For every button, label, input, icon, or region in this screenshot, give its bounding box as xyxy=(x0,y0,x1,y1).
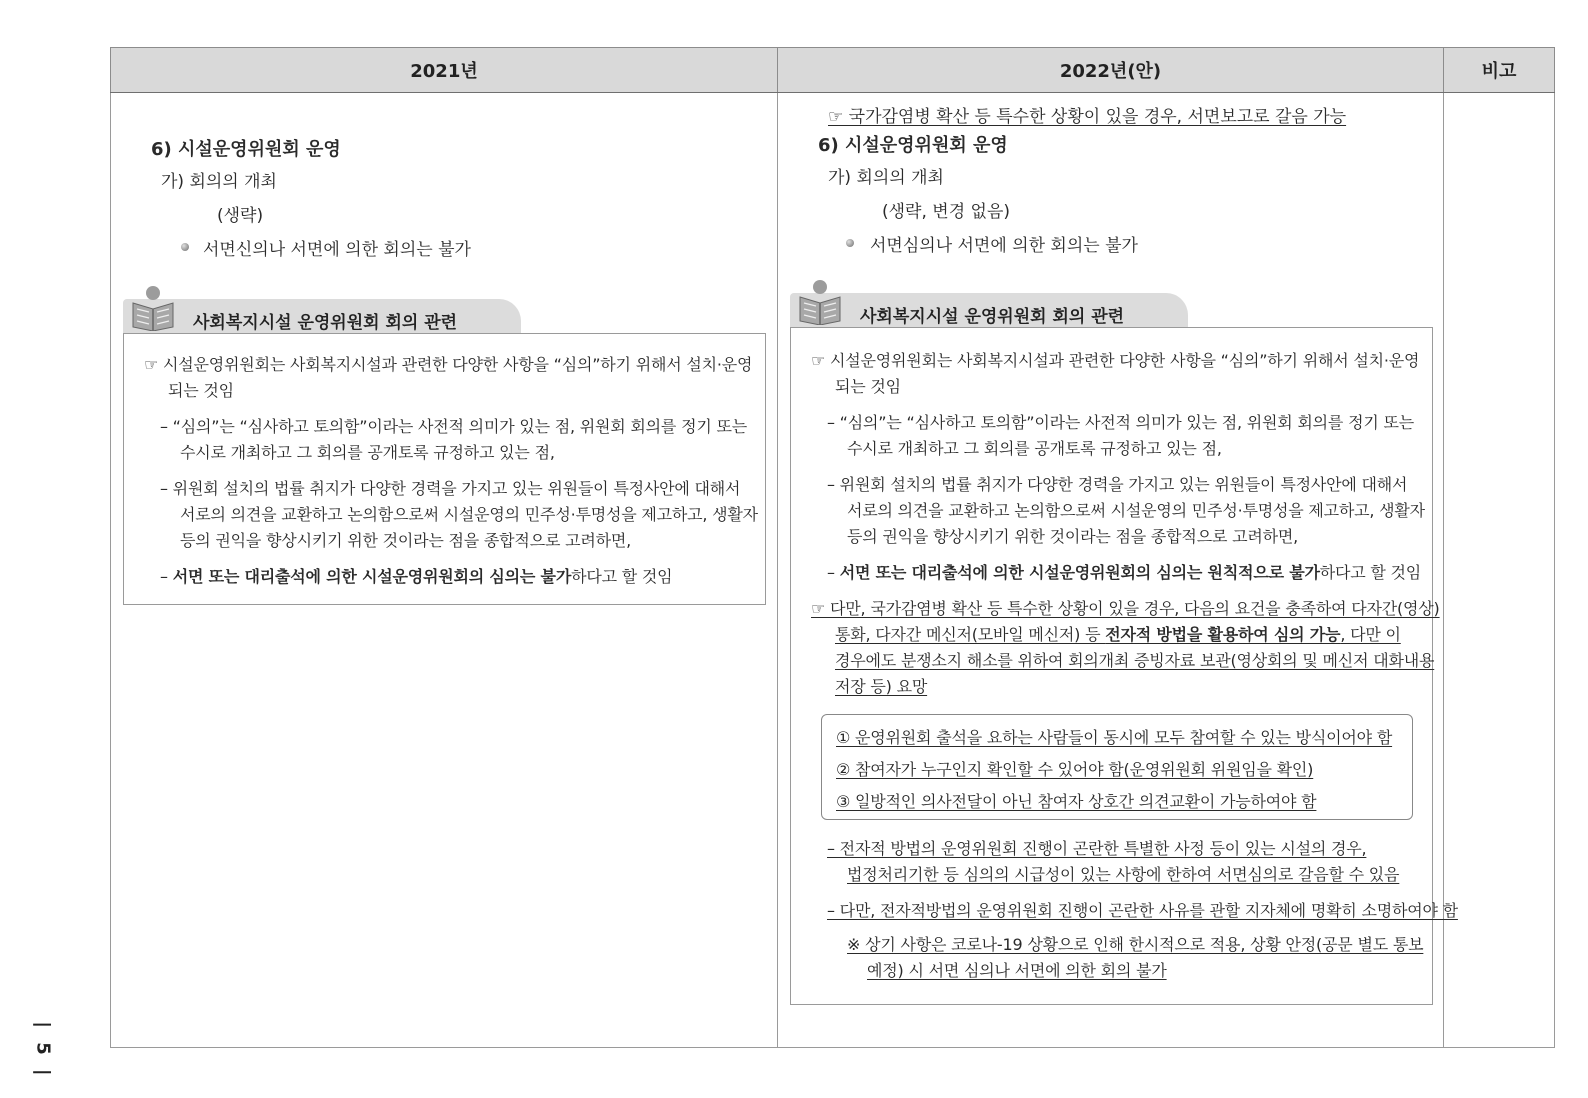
col-2021 xyxy=(111,93,778,1048)
omitted-note: (생략) xyxy=(217,206,264,226)
page-number: | 5 | xyxy=(32,1021,54,1080)
box-line: 되는 것임 xyxy=(835,377,901,396)
reading-person-icon xyxy=(129,283,177,331)
exception-line: 저장 등) 요망 xyxy=(835,677,928,696)
info-box xyxy=(790,327,1458,1005)
section-title: 6) 시설운영위원회 운영 xyxy=(151,139,341,160)
section-tab xyxy=(790,293,1188,327)
section-title: 6) 시설운영위원회 운영 xyxy=(818,135,1008,156)
info-box xyxy=(123,333,766,605)
box-line: ☞ 시설운영위원회는 사회복지시설과 관련한 다양한 사항을 “심의”하기 위해서 설치·운영 xyxy=(811,351,1420,370)
subsection-title: 가) 회의의 개최 xyxy=(161,172,277,192)
box-line: 수시로 개최하고 그 회의를 공개토록 규정하고 있는 점, xyxy=(847,439,1222,458)
bullet-text: 서면심의나 서면에 의한 회의는 불가 xyxy=(870,236,1138,256)
section-tab xyxy=(123,299,521,333)
box-line-conclusion: – 서면 또는 대리출석에 의한 시설운영위원회의 심의는 원칙적으로 불가하다고 할 것임 xyxy=(827,563,1422,582)
box-line: 수시로 개최하고 그 회의를 공개토록 규정하고 있는 점, xyxy=(180,443,555,462)
box-line-conclusion: – 서면 또는 대리출석에 의한 시설운영위원회의 심의는 불가하다고 할 것임 xyxy=(160,567,673,586)
header-note: 비고 xyxy=(1444,48,1555,93)
box-line: – “심의”는 “심사하고 토의함”이라는 사전적 의미가 있는 점, 위원회 회의를 정기 또는 xyxy=(827,413,1414,432)
box-line: 등의 권익을 향상시키기 위한 것이라는 점을 종합적으로 고려하면, xyxy=(180,531,632,550)
requirement-item: ③ 일방적인 의사전달이 아닌 참여자 상호간 의견교환이 가능하여야 함 xyxy=(836,792,1317,811)
box-line: – 위원회 설치의 법률 취지가 다양한 경력을 가지고 있는 위원들이 특정사안에 대해서 xyxy=(160,479,741,498)
tab-title: 사회복지시설 운영위원회 회의 관련 xyxy=(860,307,1125,327)
exception-line: – 다만, 전자적방법의 운영위원회 진행이 곤란한 사유를 관할 지자체에 명확히 소명하여야 함 xyxy=(827,901,1458,920)
bullet-text: 서면신의나 서면에 의한 회의는 불가 xyxy=(203,240,471,260)
box-line: 되는 것임 xyxy=(168,381,234,400)
header-2021: 2021년 xyxy=(111,48,778,93)
exception-line: 법정처리기한 등 심의의 시급성이 있는 사항에 한하여 서면심의로 갈음할 수 있음 xyxy=(847,865,1400,884)
box-line: – “심의”는 “심사하고 토의함”이라는 사전적 의미가 있는 점, 위원회 회의를 정기 또는 xyxy=(160,417,747,436)
box-line: ☞ 시설운영위원회는 사회복지시설과 관련한 다양한 사항을 “심의”하기 위해서 설치·운영 xyxy=(144,355,753,374)
box-line: 서로의 의견을 교환하고 논의함으로써 시설운영의 민주성·투명성을 제고하고, 생활자 xyxy=(180,505,758,524)
exception-line: ☞ 다만, 국가감염병 확산 등 특수한 상황이 있을 경우, 다음의 요건을 충족하여 다자간(영상) xyxy=(811,599,1440,618)
top-note: ☞ 국가감염병 확산 등 특수한 상황이 있을 경우, 서면보고로 갈음 가능 xyxy=(828,107,1347,127)
box-line: – 위원회 설치의 법률 취지가 다양한 경력을 가지고 있는 위원들이 특정사안에 대해서 xyxy=(827,475,1408,494)
requirement-item: ① 운영위원회 출석을 요하는 사람들이 동시에 모두 참여할 수 있는 방식이어야 함 xyxy=(836,728,1393,747)
header-2022: 2022년(안) xyxy=(778,48,1444,93)
tab-title: 사회복지시설 운영위원회 회의 관련 xyxy=(193,313,458,333)
exception-line: 예정) 시 서면 심의나 서면에 의한 회의 불가 xyxy=(867,961,1167,980)
col-2022 xyxy=(778,93,1458,1048)
col-note xyxy=(1444,93,1555,1048)
exception-line: – 전자적 방법의 운영위원회 진행이 곤란한 특별한 사정 등이 있는 시설의 경우, xyxy=(827,839,1367,858)
requirement-item: ② 참여자가 누구인지 확인할 수 있어야 함(운영위원회 위원임을 확인) xyxy=(836,760,1314,779)
box-line: 등의 권익을 향상시키기 위한 것이라는 점을 종합적으로 고려하면, xyxy=(847,527,1299,546)
requirements-box xyxy=(821,714,1413,820)
exception-line: ※ 상기 사항은 코로나-19 상황으로 인해 한시적으로 적용, 상황 안정(공문 별도 통보 xyxy=(847,935,1424,954)
omitted-note: (생략, 변경 없음) xyxy=(882,202,1011,222)
reading-person-icon xyxy=(796,277,844,325)
exception-line: 통화, 다자간 메신저(모바일 메신저) 등 전자적 방법을 활용하여 심의 가능, 다만 이 xyxy=(835,625,1401,644)
subsection-title: 가) 회의의 개최 xyxy=(828,168,944,188)
bullet-icon xyxy=(846,239,854,247)
comparison-table xyxy=(110,47,1555,1048)
bullet-icon xyxy=(181,243,189,251)
exception-line: 경우에도 분쟁소지 해소를 위하여 회의개최 증빙자료 보관(영상회의 및 메신저 대화내용 xyxy=(835,651,1435,670)
box-line: 서로의 의견을 교환하고 논의함으로써 시설운영의 민주성·투명성을 제고하고, 생활자 xyxy=(847,501,1425,520)
